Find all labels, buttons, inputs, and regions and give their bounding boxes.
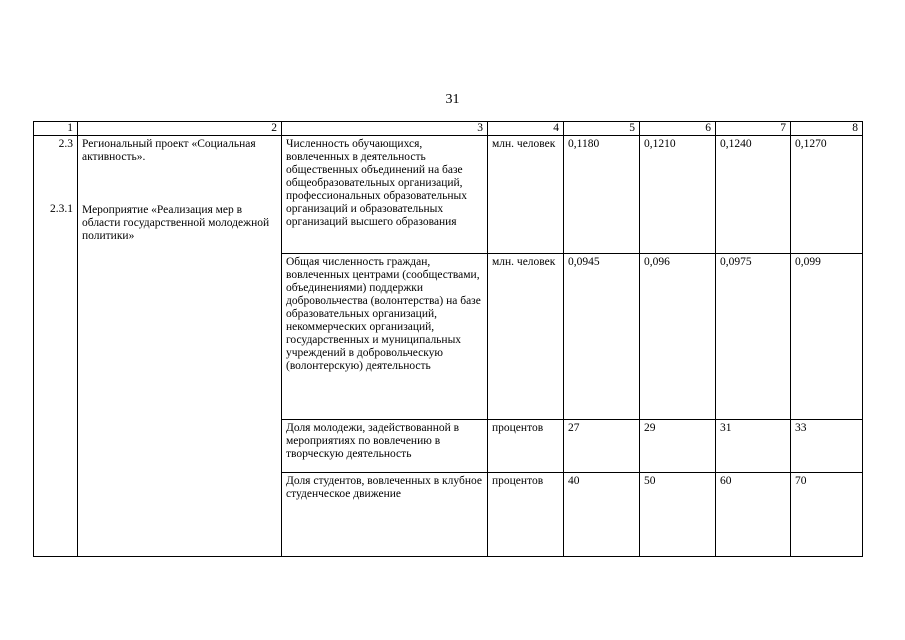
indicator-name: Общая численность граждан, вовлеченных центрами (сообществами, объединениями) поддержки добровольчества (волонтерства) на базе образовательных организаций, некоммерческих организаций, государственных и муниципальных учреждений в добровольческую (волонтерскую) деятельность xyxy=(282,254,488,420)
unit: процентов xyxy=(488,420,564,473)
section-number-cell xyxy=(34,136,78,557)
column-numbers-row xyxy=(34,122,863,136)
section-title: Региональный проект «Социальная активность». xyxy=(82,138,256,163)
section-number: 2.3 xyxy=(58,138,73,150)
value-cell: 0,0975 xyxy=(716,254,791,420)
value-cell: 0,099 xyxy=(791,254,863,420)
value-cell: 33 xyxy=(791,420,863,473)
value-cell: 40 xyxy=(564,473,640,557)
table-row xyxy=(34,136,863,254)
value-cell: 0,1210 xyxy=(640,136,716,254)
indicator-name: Доля студентов, вовлеченных в клубное студенческое движение xyxy=(282,473,488,557)
indicator-name: Численность обучающихся, вовлеченных в деятельность общественных объединений на базе общеобразовательных организаций, профессиональных образовательных организаций и образовательных организаций высшего образования xyxy=(282,136,488,254)
indicators-table xyxy=(33,121,863,557)
subsection-title: Мероприятие «Реализация мер в области государственной молодежной политики» xyxy=(82,204,270,242)
column-header: 7 xyxy=(716,122,791,136)
column-header: 3 xyxy=(282,122,488,136)
unit: процентов xyxy=(488,473,564,557)
value-cell: 50 xyxy=(640,473,716,557)
column-header: 4 xyxy=(488,122,564,136)
section-title-cell xyxy=(78,136,282,557)
column-header: 5 xyxy=(564,122,640,136)
value-cell: 0,096 xyxy=(640,254,716,420)
subsection-number: 2.3.1 xyxy=(50,203,73,215)
value-cell: 31 xyxy=(716,420,791,473)
page-number: 31 xyxy=(445,92,460,107)
value-cell: 29 xyxy=(640,420,716,473)
value-cell: 0,0945 xyxy=(564,254,640,420)
column-header: 2 xyxy=(78,122,282,136)
value-cell: 0,1240 xyxy=(716,136,791,254)
value-cell: 27 xyxy=(564,420,640,473)
column-header: 1 xyxy=(34,122,78,136)
column-header: 8 xyxy=(791,122,863,136)
value-cell: 60 xyxy=(716,473,791,557)
value-cell: 0,1270 xyxy=(791,136,863,254)
value-cell: 70 xyxy=(791,473,863,557)
column-header: 6 xyxy=(640,122,716,136)
unit: млн. человек xyxy=(488,254,564,420)
value-cell: 0,1180 xyxy=(564,136,640,254)
unit: млн. человек xyxy=(488,136,564,254)
indicator-name: Доля молодежи, задействованной в мероприятиях по вовлечению в творческую деятельность xyxy=(282,420,488,473)
